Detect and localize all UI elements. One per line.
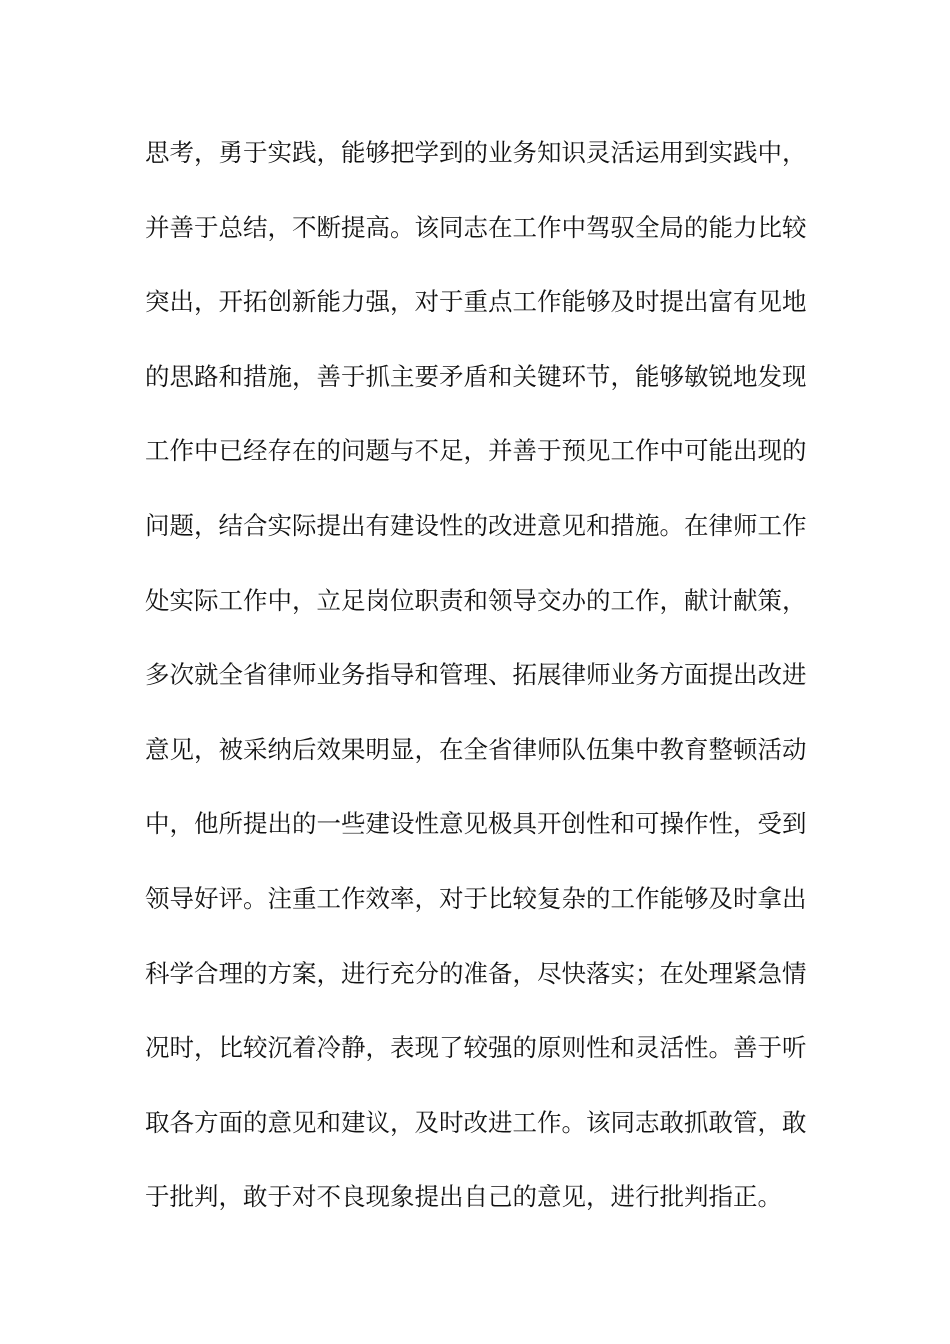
text-line: 意见，被采纳后效果明显，在全省律师队伍集中教育整顿活动 (145, 734, 807, 764)
text-line: 领导好评。注重工作效率，对于比较复杂的工作能够及时拿出 (145, 884, 807, 913)
text-line: 问题，结合实际提出有建设性的改进意见和措施。在律师工作 (145, 511, 807, 540)
text-line: 并善于总结，不断提高。该同志在工作中驾驭全局的能力比较 (145, 212, 807, 242)
text-line: 取各方面的意见和建议，及时改进工作。该同志敢抓敢管，敢 (145, 1107, 807, 1137)
text-line: 突出，开拓创新能力强，对于重点工作能够及时提出富有见地 (145, 287, 807, 317)
text-line: 况时，比较沉着冷静，表现了较强的原则性和灵活性。善于听 (145, 1033, 807, 1063)
text-line: 思考，勇于实践，能够把学到的业务知识灵活运用到实践中， (145, 138, 807, 167)
text-line: 处实际工作中，立足岗位职责和领导交办的工作，献计献策， (145, 585, 807, 615)
text-line: 的思路和措施，善于抓主要矛盾和关键环节，能够敏锐地发现 (145, 361, 807, 391)
text-line: 中，他所提出的一些建设性意见极具开创性和可操作性，受到 (145, 809, 807, 839)
text-line: 多次就全省律师业务指导和管理、拓展律师业务方面提出改进 (145, 660, 807, 690)
text-line: 于批判，敢于对不良现象提出自己的意见，进行批判指正。 (145, 1182, 782, 1212)
text-line: 工作中已经存在的问题与不足，并善于预见工作中可能出现的 (145, 436, 807, 466)
text-line: 科学合理的方案，进行充分的准备，尽快落实；在处理紧急情 (145, 958, 807, 988)
